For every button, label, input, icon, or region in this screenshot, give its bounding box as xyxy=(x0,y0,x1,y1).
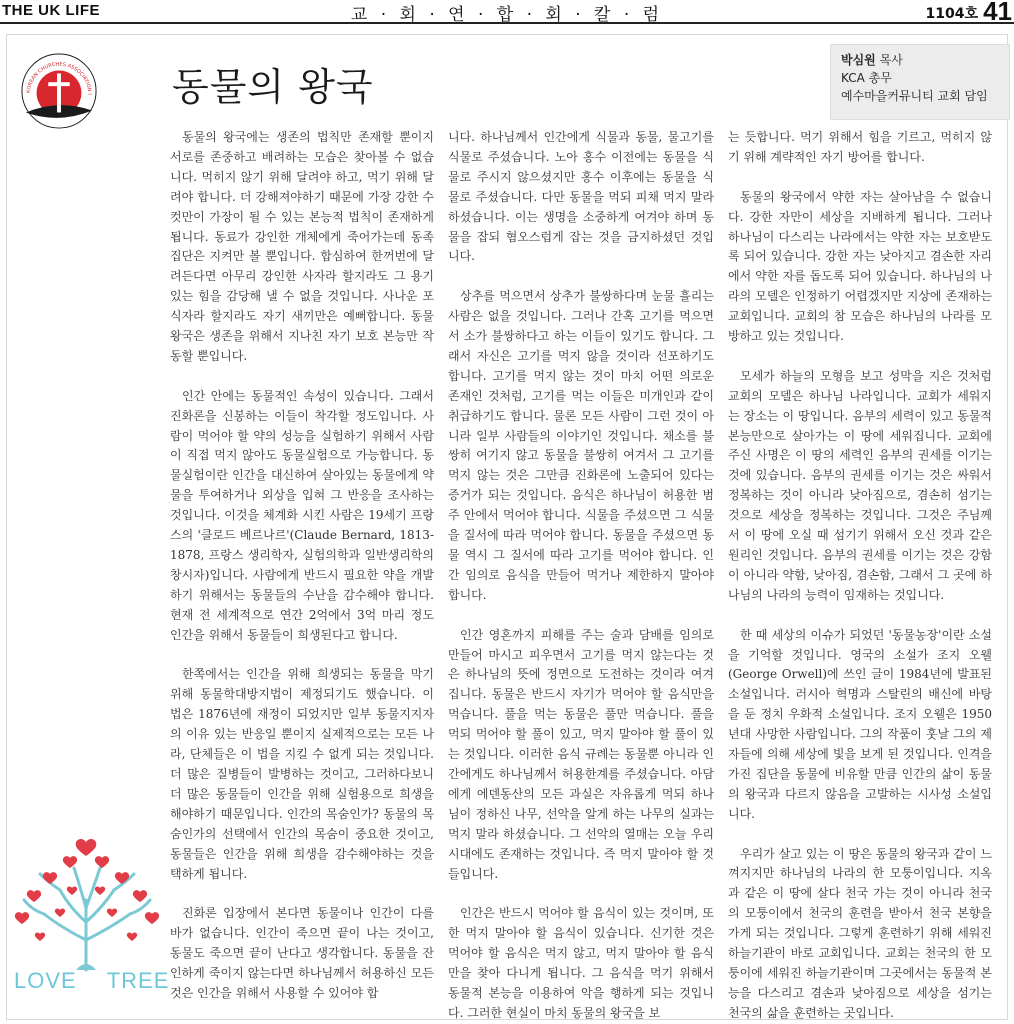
logo-cross-horizontal xyxy=(48,82,69,86)
love-tree-label xyxy=(14,968,170,994)
paragraph: 인간 영혼까지 피해를 주는 술과 담배를 임의로 만들어 마시고 피우면서 고기를 먹지 않는다는 것은 하나님의 뜻에 정면으로 도전하는 것이라 여겨집니다. 동물은 반드시 자기가 먹어야 할 음식만을 먹습니다. 풀을 먹는 동물은 풀만 먹습니다. 풀을 먹되 먹어야 할 풀이 있고, 먹지 말아야 할 풀이 있는 것입니다. 이러한 음식 규례는 동물뿐 아니라 인간에게도 하나님께서 허용한계를 주셨습니다. 아담에게 에덴동산의 모든 과실은 자유롭게 먹되 하나님이 정하신 나무, 선악을 알게 하는 나무의 실과는 먹지 말라 하셨습니다. 그 선악의 열매는 오늘 우리 시대에도 존재하는 것입니다. 즉 먹지 말아야 할 것들입니다. xyxy=(448,627,714,881)
author-name-line xyxy=(841,51,1009,69)
article-column-2 xyxy=(448,128,714,1024)
love-word: LOVE xyxy=(14,968,77,993)
issue-number: 1104호 xyxy=(925,6,978,22)
paragraph: 인간 안에는 동물적인 속성이 있습니다. 그래서 진화론을 신봉하는 이들이 착각할 정도입니다. 사람이 먹어야 할 약의 성능을 실험하기 위해서 사람이 직접 먹지 않아도 동물실험으로 가능합니다. 동물실험이란 인간을 대신하여 살아있는 동물에게 약물을 투여하거나 외상을 입혀 그 반응을 조사하는 것입니다. 이것을 체계화 시킨 사람은 19세기 프랑스의 '클로드 베르나르'(Claude Bernard, 1813-1878, 프랑스 생리학자, 실험의학과 일반생리학의 창시자)입니다. 사람에게 반드시 필요한 약을 개발하기 위해서는 동물들의 수난을 감수해야 합니다. 현재 전 세계적으로 연간 2억에서 3억 마리 정도 인간을 위해서 동물들이 희생된다고 합니다. xyxy=(170,388,434,642)
page-header xyxy=(0,0,1014,24)
paragraph: 니다. 하나님께서 인간에게 식물과 동물, 물고기를 식물로 주셨습니다. 노아 홍수 이전에는 동물을 식물로 주시지 않으셨지만 홍수 이후에는 동물을 식물로 주셨습니다. 다만 동물을 먹되 피채 먹지 말라 하셨습니다. 이는 생명을 소중하게 여겨야 하며 동물을 잡되 혐오스럽게 잡는 것을 금지하셨던 것입니다. xyxy=(448,130,714,264)
paragraph: 모세가 하늘의 모형을 보고 성막을 지은 것처럼 교회의 모델은 하나님 나라입니다. 교회가 세워지는 장소는 이 땅입니다. 음부의 세력이 있고 동물적 본능만으로 살아가는 이 땅에 세워집니다. 교회에 주신 사명은 이 땅의 세력인 음부의 권세를 이기는 것에 있습니다. 음부의 권세를 이기는 것은 싸워서 정복하는 것이 아니라 낮아짐으로, 겸손히 섬기는 것으로 세상을 정복하는 것입니다. 그것은 주님께서 이 땅에 오실 때 섬기기 위해서 오신 것과 같은 원리인 것입니다. 음부의 권세를 이기는 것은 강함이 아니라 약함, 낮아짐, 겸손함, 그래서 그 곳에 하나님의 나라의 능력이 임재하는 것입니다. xyxy=(728,368,992,602)
article-column-1 xyxy=(170,128,434,1004)
tree-branches xyxy=(24,868,150,970)
logo-ring-text: KOREAN CHURCHES ASSOCIATION I xyxy=(25,61,93,95)
author-church: 예수마을커뮤니티 교회 담임 xyxy=(841,89,988,103)
author-box xyxy=(830,44,1010,120)
article-title: 동물의 왕국 xyxy=(172,65,374,109)
page-number: 41 xyxy=(983,0,1012,26)
paragraph: 한 때 세상의 이슈가 되었던 '동물농장'이란 소설을 기억할 것입니다. 영국의 소설가 조지 오웰(George Orwell)에 쓰인 글이 1984년에 발표된 소설입니다. 러시아 혁명과 스탈린의 배신에 바탕을 둔 정치 우화적 소설입니다. 조지 오웰은 1950년대 사망한 사람입니다. 그의 작품이 훗날 그의 제자들에 의해 세상에 빛을 보게 된 것입니다. 인격을 가진 집단을 동물에 비유할 만큼 인간의 삶이 동물의 왕국과 다르지 않음을 고발하는 시사성 소설입니다. xyxy=(728,627,992,821)
section-title: 교 · 회 · 연 · 합 · 회 · 칼 · 럼 xyxy=(350,5,664,25)
paragraph: 는 듯합니다. 먹기 위해서 힘을 기르고, 먹히지 않기 위해 계략적인 자기 방어를 합니다. xyxy=(728,130,992,164)
paragraph: 진화론 입장에서 본다면 동물이나 인간이 다를 바가 없습니다. 인간이 죽으면 끝이 나는 것이고, 동물도 죽으면 끝이 난다고 생각합니다. 동물을 잔인하게 죽이지 않는다면 하나님께서 허용하신 모든 것은 인간을 위해서 사용할 수 있어야 합 xyxy=(170,906,434,1000)
author-role: 목사 xyxy=(879,53,903,67)
paragraph: 동물의 왕국에는 생존의 법칙만 존재할 뿐이지 서로를 존중하고 배려하는 모습은 찾아볼 수 없습니다. 먹히지 않기 위해 달려야 하고, 먹기 위해 달려야 합니다. 더 강해져야하기 때문에 가장 강한 수컷만이 가장이 될 수 있는 본능적 법칙이 존재하게 됩니다. 동료가 강인한 개체에게 죽어가는데 동족 집단은 지켜만 볼 뿐입니다. 합심하여 한꺼번에 달려든다면 아무리 강인한 사자라 할지라도 그 용기 있는 힘을 감당해 낼 수 없을 것입니다. 사나운 포식자라 할지라도 자기 새끼만은 예뻐합니다. 동물왕국은 생존을 위해서 지나친 자기 보호 본능만 작동할 뿐입니다. xyxy=(170,130,434,363)
paragraph: 동물의 왕국에서 약한 자는 살아남을 수 없습니다. 강한 자만이 세상을 지배하게 됩니다. 그러나 하나님이 다스리는 나라에서는 약한 자는 보호받도록 되어 있습니다. 강한 자는 낮아지고 겸손한 자리에서 약한 자를 돕도록 되어 있습니다. 하나님의 나라의 모델은 인정하기 어렵겠지만 지상에 존재하는 교회입니다. 교회의 참 모습은 하나님의 나라를 모방하고 있는 것입니다. xyxy=(728,189,992,344)
author-org: KCA 총무 xyxy=(841,71,892,85)
logo-cross-vertical xyxy=(57,73,61,112)
paragraph: 한쪽에서는 인간을 위해 희생되는 동물을 막기 위해 동물학대방지법이 제정되기도 했습니다. 이 법은 1876년에 재정이 되었지만 일부 동물지지자의 이유 있는 반응일 뿐이지 실제적으로는 모든 나라, 단체들은 이 법을 지킬 수 없게 되는 것입니다. 더 많은 질병들이 발병하는 것이고, 그러하다보니 더 많은 동물들이 인간을 위해 실험용으로 희생을 해야하기 때문입니다. 인간의 목숨인가? 동물의 목숨인가의 선택에서 인간의 목숨이 중요한 것이고, 동물들은 인간을 위해 희생을 감수해야하는 것을 택하게 됩니다. xyxy=(170,667,434,881)
paragraph: 상추를 먹으면서 상추가 불쌍하다며 눈물 흘리는 사람은 없을 것입니다. 그러나 간혹 고기를 먹으면서 소가 불쌍하다고 하는 이들이 있기도 합니다. 그래서 자신은 고기를 먹지 않을 것이라 선포하기도 합니다. 고기를 먹지 않는 것이 마치 어떤 의로운 존재인 것처럼, 고기를 먹는 이들은 미개인과 같이 취급하기도 합니다. 물론 모든 사람이 그런 것이 아니라 일부 사람들의 이야기인 것입니다. 채소를 불쌍히 여기지 않고 동물을 불쌍히 여겨서 그 고기를 먹지 않는 것은 그만큼 진화론에 노출되어 있다는 증거가 되는 것입니다. 음식은 하나님이 허용한 범주 안에서 먹어야 합니다. 식물을 주셨으면 그 식물을 질서에 따라 먹어야 합니다. 동물을 주셨으면 동물 역시 그 질서에 따라 고기를 먹어야 합니다. 인간 임의로 음식을 만들어 먹거나 제한하지 말아야 합니다. xyxy=(448,289,714,602)
paragraph: 인간은 반드시 먹어야 할 음식이 있는 것이며, 또한 먹지 말아야 할 음식이 있습니다. 신기한 것은 먹어야 할 음식은 먹지 않고, 먹지 말아야 할 음식만을 찾아 다니게 됩니다. 그 음식을 먹기 위해서 동물적 본능을 이용하여 악을 행하게 되는 것입니다. 그러한 현실이 마치 동물의 왕국을 보 xyxy=(448,906,714,1020)
author-name: 박심원 xyxy=(841,53,876,67)
tree-word: TREE xyxy=(106,968,170,993)
kca-logo xyxy=(20,52,98,130)
publication-name: THE UK LIFE xyxy=(2,2,100,19)
paragraph: 우리가 살고 있는 이 땅은 동물의 왕국과 같이 느껴지지만 하나님의 나라의 한 모퉁이입니다. 지옥과 같은 이 땅에 살다 천국 가는 것이 아니라 천국의 모퉁이에서 천국의 훈련을 받아서 천국 본향을 가게 되는 것입니다. 그렇게 훈련하기 위해 세워진 하늘기관이 바로 교회입니다. 교회는 천국의 한 모퉁이에 세워진 하늘기관이며 그곳에서는 동물적 본능을 다스리고 겸손과 낮아짐으로 세상을 섬기는 천국의 삶을 훈련하는 곳입니다. xyxy=(728,846,992,1020)
article-column-3 xyxy=(728,128,992,1024)
